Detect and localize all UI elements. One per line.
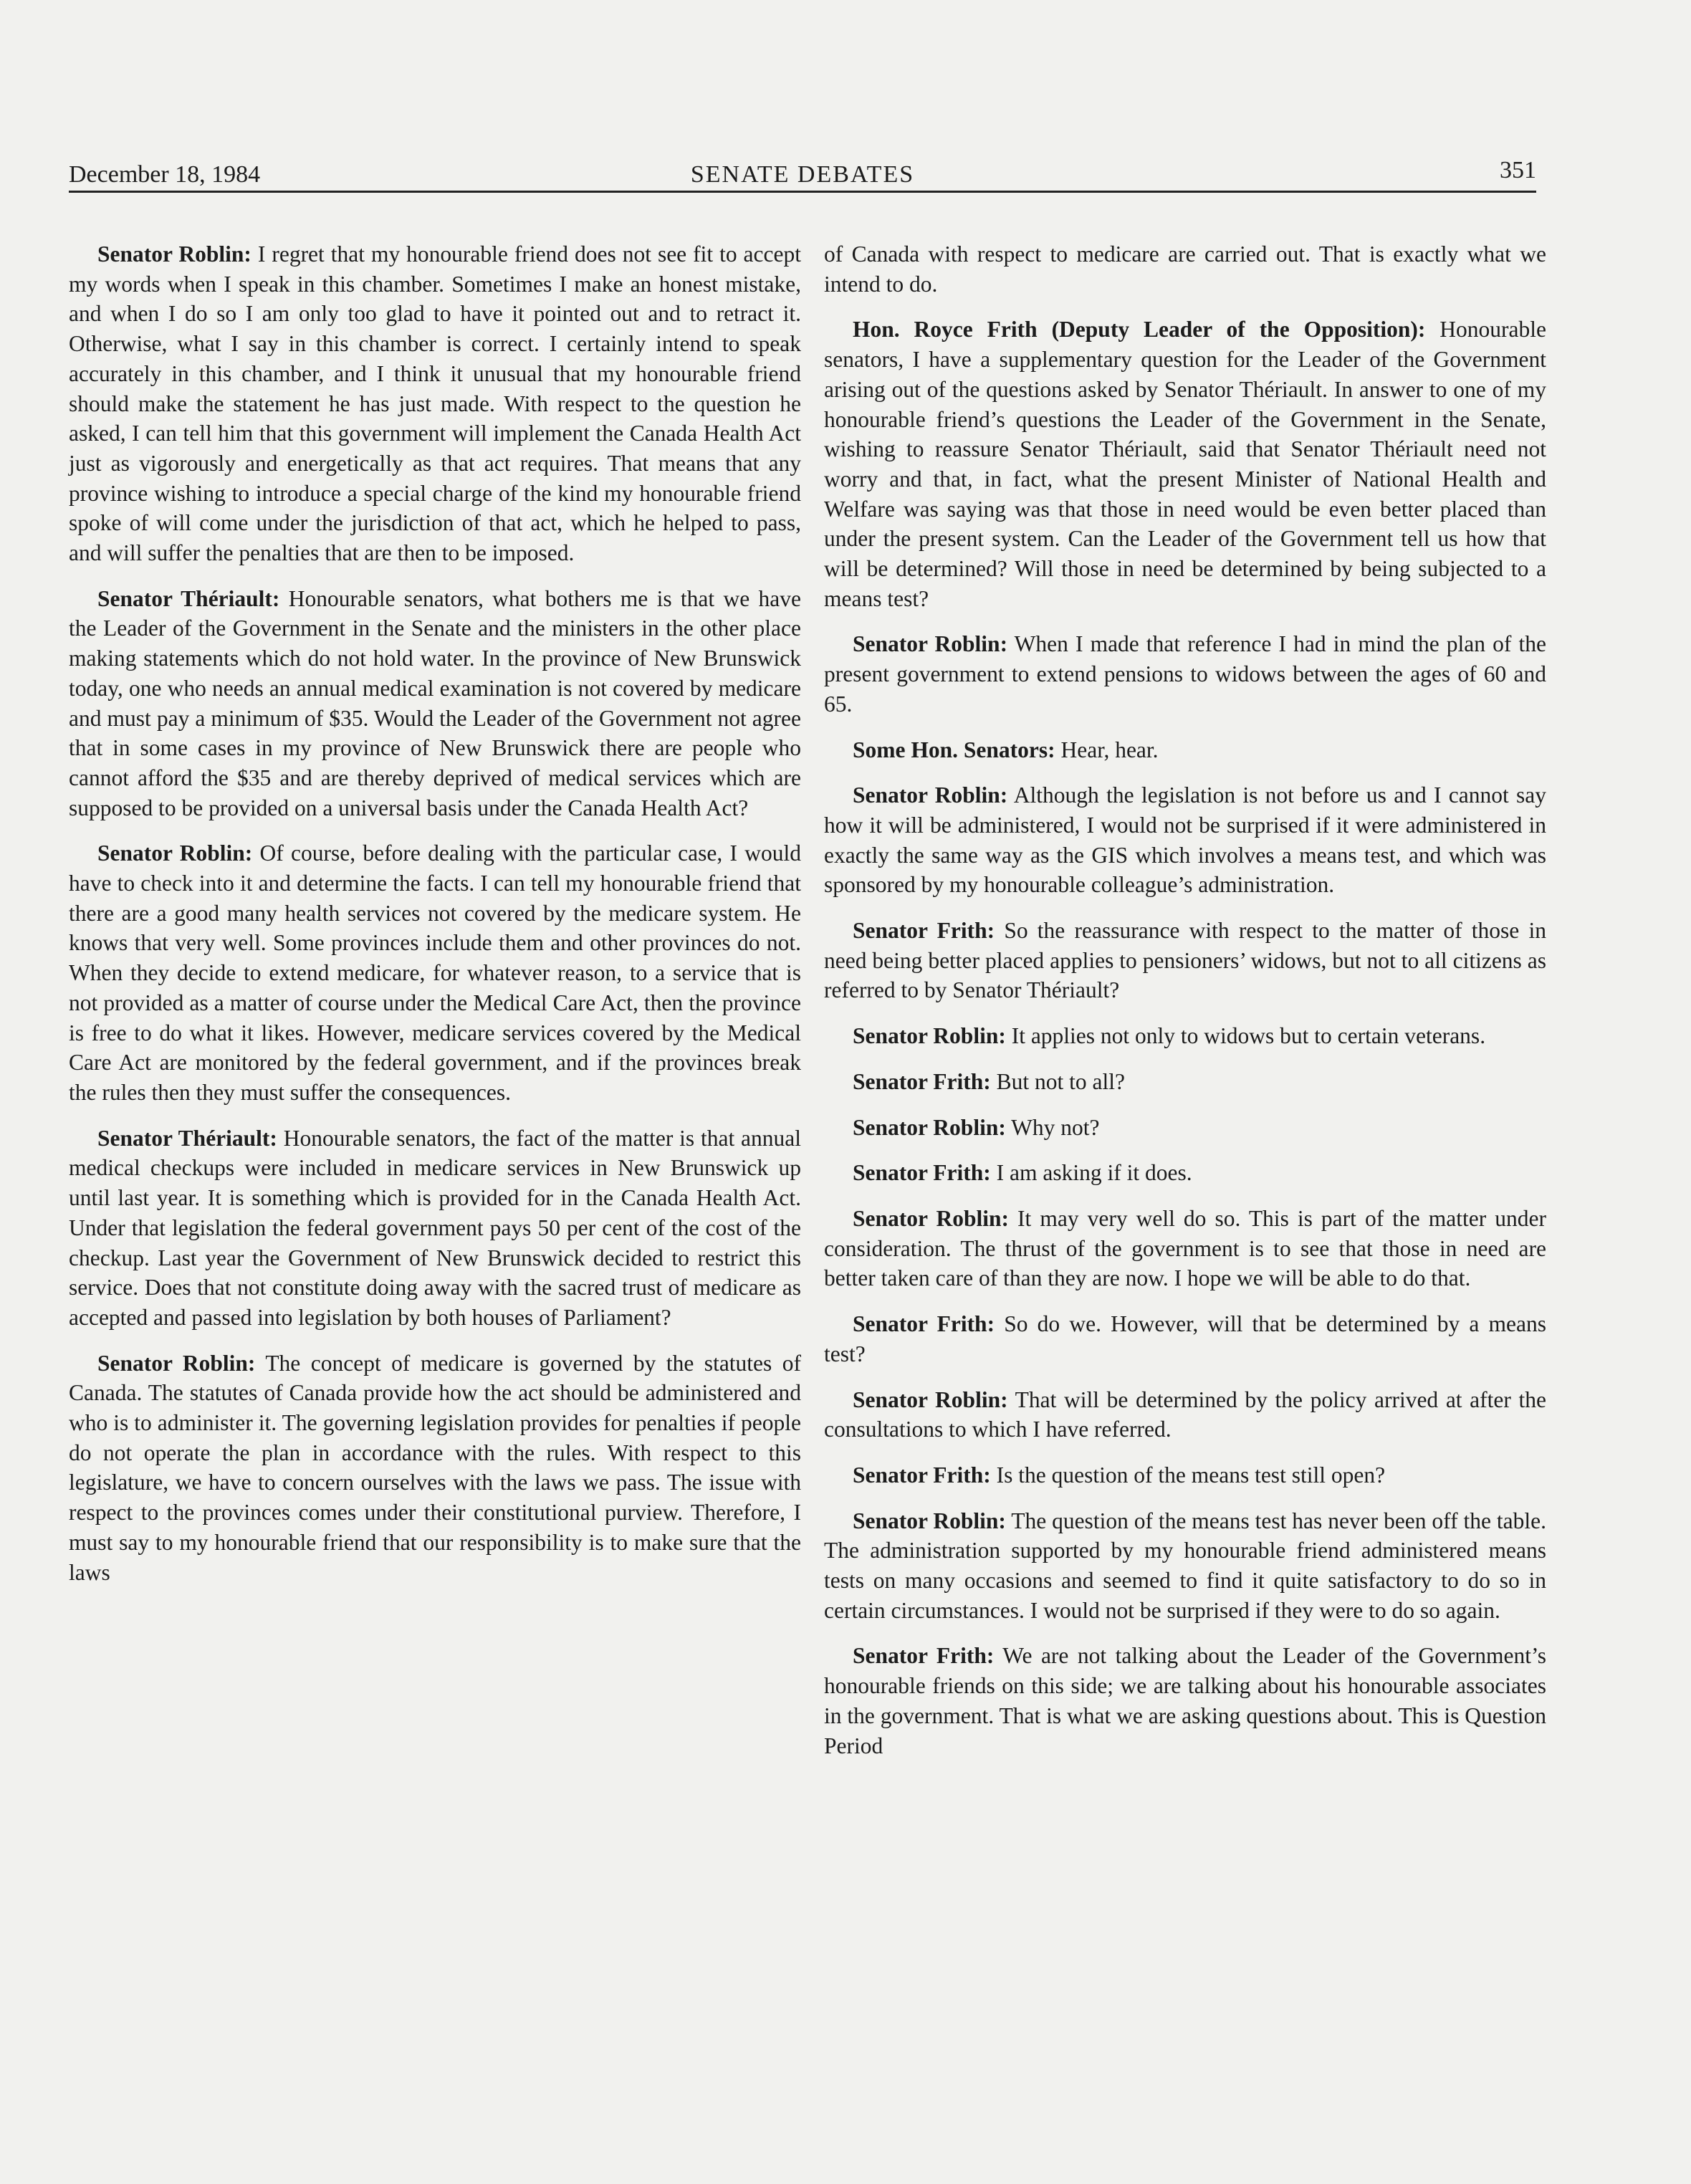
continuation-paragraph: of Canada with respect to medicare are carried out. That is exactly what we intend to do. [824, 241, 1546, 297]
paragraph [69, 239, 801, 568]
speaker-name: Senator Roblin: [853, 631, 1008, 657]
speech-text: It may very well do so. This is part of the matter under consideration. The thrust of the government is to see that those in need are better taken care of than they are now. I hope we will be able to do that. [824, 1205, 1546, 1291]
right-column [824, 239, 1546, 1776]
paragraph [824, 1158, 1546, 1188]
speaker-name: Senator Roblin: [853, 1023, 1006, 1049]
paragraph [824, 916, 1546, 1005]
speaker-name: Hon. Royce Frith (Deputy Leader of the Opposition): [853, 317, 1426, 343]
speech-text: Honourable senators, I have a supplementary question for the Leader of the Government arising out of the questions asked by Senator Thériault. In answer to one of my honourable friend’s questions the Leader of the Government in the Senate, wishing to reassure Senator Thériault, said that Senator Thériault need not worry and that, in fact, what the present Minister of National Health and Welfare was saying was that those in need would be even better placed than under the present system. Can the Leader of the Government tell us how that will be determined? Will those in need be determined by being subjected to a means test? [824, 317, 1547, 611]
speaker-name: Senator Frith: [853, 1643, 995, 1669]
left-column [69, 239, 801, 1603]
paragraph [824, 780, 1546, 900]
paragraph [824, 1309, 1546, 1369]
speaker-name: Senator Thériault: [97, 1125, 277, 1151]
paragraph [824, 315, 1546, 613]
speaker-name: Senator Frith: [853, 918, 995, 944]
speaker-name: Senator Frith: [853, 1462, 991, 1488]
paragraph [824, 735, 1546, 765]
speech-text: We are not talking about the Leader of the Government’s honourable friends on this side; we are talking about his honourable associates in the government. That is what we are asking questions about. This is Question Period [824, 1643, 1546, 1758]
speech-text: Although the legislation is not before us and I cannot say how it will be administered, I would not be surprised if it were administered in exactly the same way as the GIS which involves a means test, and which was sponsored by my honourable colleague’s administration. [824, 782, 1546, 898]
speaker-name: Senator Frith: [853, 1068, 991, 1094]
speech-text: I regret that my honourable friend does not see fit to accept my words when I speak in this chamber. Sometimes I make an honest mistake, and when I do so I am only too glad to have it pointed out and to retract it. Otherwise, what I say in this chamber is correct. I certainly intend to speak accurately in this chamber, and I think it unusual that my honourable friend should make the statement he has just made. With respect to the question he asked, I can tell him that this government will implement the Canada Health Act just as vigorously and energetically as that act requires. That means that any province wishing to introduce a special charge of the kind my honourable friend spoke of will come under the jurisdiction of that act, which he helped to pass, and will suffer the penalties that are then to be imposed. [69, 241, 801, 566]
speech-text: So do we. However, will that be determined by a means test? [824, 1311, 1546, 1366]
paragraph [824, 1204, 1546, 1293]
paragraph [69, 1124, 801, 1333]
speaker-name: Senator Roblin: [853, 1114, 1006, 1140]
paragraph [824, 629, 1546, 719]
speech-text: Of course, before dealing with the particular case, I would have to check into it and determine the facts. I can tell my honourable friend that there are a good many health services not covered by the medicare system. He knows that very well. Some provinces include them and other provinces do not. When they decide to extend medicare, for whatever reason, to a service that is not provided as a matter of course under the Medical Care Act, then the province is free to do what it likes. However, medicare services covered by the Medical Care Act are monitored by the federal government, and if the provinces break the rules then they must suffer the consequences. [69, 840, 801, 1105]
header-title: SENATE DEBATES [690, 161, 915, 188]
speech-text: When I made that reference I had in mind the plan of the present government to extend pensions to widows between the ages of 60 and 65. [824, 631, 1547, 717]
speech-text: It applies not only to widows but to certain veterans. [1005, 1023, 1486, 1049]
speaker-name: Senator Roblin: [853, 1386, 1008, 1412]
speaker-name: Some Hon. Senators: [853, 737, 1055, 762]
paragraph [824, 1067, 1546, 1097]
speaker-name: Senator Roblin: [853, 1205, 1009, 1231]
header-date: December 18, 1984 [69, 161, 261, 188]
page-header [69, 150, 1536, 193]
speech-text: But not to all? [990, 1068, 1126, 1094]
speaker-name: Senator Frith: [853, 1311, 995, 1337]
speaker-name: Senator Roblin: [97, 1350, 256, 1376]
speaker-name: Senator Roblin: [97, 840, 253, 866]
page-number: 351 [1500, 157, 1536, 183]
paragraph [824, 1113, 1546, 1143]
paragraph [69, 584, 801, 823]
speech-text: Honourable senators, the fact of the matter is that annual medical checkups were included in medicare services in New Brunswick up until last year. It is something which is provided for in the Canada Health Act. Under that legislation the federal government pays 50 per cent of the cost of the checkup. Last year the Government of New Brunswick decided to restrict this service. Does that not constitute doing away with the sacred trust of medicare as accepted and passed into legislation by both houses of Parliament? [69, 1125, 801, 1330]
paragraph [824, 1385, 1546, 1445]
paragraph [69, 1349, 801, 1588]
paragraph [824, 1641, 1546, 1761]
speech-text: Why not? [1005, 1114, 1100, 1140]
speech-text: I am asking if it does. [990, 1160, 1192, 1186]
speaker-name: Senator Frith: [853, 1160, 991, 1186]
speaker-name: Senator Roblin: [853, 1508, 1006, 1533]
paragraph [824, 1506, 1546, 1626]
speech-text: The concept of medicare is governed by the statutes of Canada. The statutes of Canada provide how the act should be administered and who is to administer it. The governing legislation provides for penalties if people do not operate the plan in accordance with the rules. With respect to this legislature, we have to concern ourselves with the laws we pass. The issue with respect to the provinces comes under their constitutional purview. Therefore, I must say to my honourable friend that our responsibility is to make sure that the laws [69, 1350, 801, 1585]
speech-text: Honourable senators, what bothers me is that we have the Leader of the Government in the Senate and the ministers in the other place making statements which do not hold water. In the province of New Brunswick today, one who needs an annual medical examination is not covered by medicare and must pay a minimum of $35. Would the Leader of the Government not agree that in some cases in my province of New Brunswick there are people who cannot afford the $35 and are thereby deprived of medical services which are supposed to be provided on a universal basis under the Canada Health Act? [69, 585, 801, 820]
paragraph [69, 838, 801, 1107]
speech-text: The question of the means test has never been off the table. The administration supported by my honourable friend administered means tests on many occasions and seemed to find it quite satisfactory to do so in certain circumstances. I would not be surprised if they were to do so again. [824, 1508, 1546, 1623]
paragraph [824, 1021, 1546, 1051]
paragraph [824, 1460, 1546, 1490]
speaker-name: Senator Roblin: [97, 241, 252, 267]
speech-text: Hear, hear. [1055, 737, 1159, 762]
speech-text: Is the question of the means test still open? [990, 1462, 1386, 1488]
speaker-name: Senator Thériault: [97, 585, 280, 611]
speaker-name: Senator Roblin: [853, 782, 1008, 808]
speech-text: So the reassurance with respect to the matter of those in need being better placed applies to pensioners’ widows, but not to all citizens as referred to by Senator Thériault? [824, 918, 1546, 1003]
speech-text: That will be determined by the policy arrived at after the consultations to which I have referred. [824, 1386, 1546, 1442]
